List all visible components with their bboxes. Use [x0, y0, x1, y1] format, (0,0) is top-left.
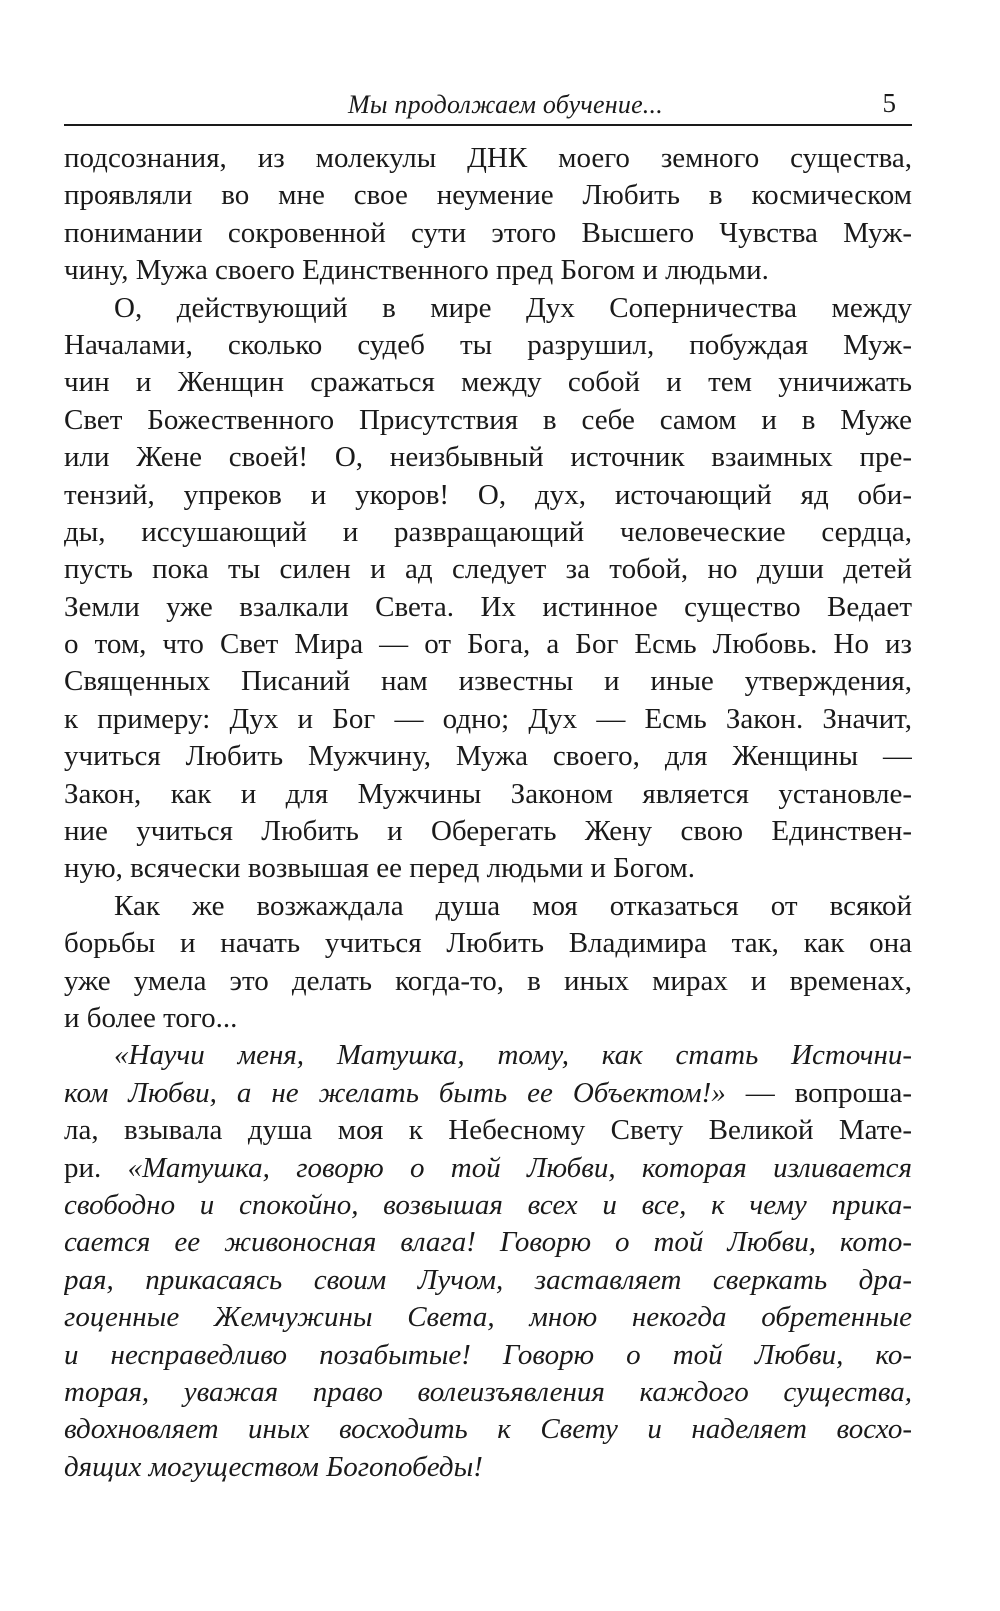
text-line: ды, иссушающий и развращающий человеческие сердца, — [64, 515, 912, 548]
quote-fragment: ком Любви, а не желать быть ее Объектом!» — [64, 1076, 726, 1109]
text-line: чину, Мужа своего Единственного пред Богом и людьми. — [64, 254, 769, 287]
text-line: проявляли во мне свое неумение Любить в космическом — [64, 179, 912, 212]
running-title: Мы продолжаем обучение... — [348, 90, 663, 119]
text-line: уже умела это делать когда-то, в иных мирах и временах, — [64, 964, 912, 997]
text-line: борьбы и начать учиться Любить Владимира так, как она — [64, 927, 912, 960]
text-line: Земли уже взалкали Света. Их истинное существо Ведает — [64, 590, 912, 623]
text-line: рая, прикасаясь своим Лучом, заставляет сверкать дра- — [64, 1263, 912, 1296]
text-line — [64, 1150, 912, 1187]
text-line: Закон, как и для Мужчины Законом является установле- — [64, 777, 912, 810]
text-fragment: — вопроша- — [745, 1076, 912, 1109]
text-line — [64, 1075, 912, 1112]
text-line: «Научи меня, Матушка, тому, как стать Источни- — [114, 1039, 912, 1072]
body-text — [64, 140, 912, 1486]
text-line: подсознания, из молекулы ДНК моего земного существа, — [64, 142, 912, 174]
text-line: дящих могуществом Богопобеды! — [64, 1450, 483, 1483]
text-line: ла, взывала душа моя к Небесному Свету Великой Мате- — [64, 1114, 912, 1147]
text-line: и более того... — [64, 1001, 238, 1034]
text-line: Как же возжаждала душа моя отказаться от всякой — [114, 889, 912, 922]
text-line: к примеру: Дух и Бог — одно; Дух — Есмь Закон. Значит, — [64, 702, 912, 735]
text-line: и несправедливо позабытые! Говорю о той Любви, ко- — [64, 1338, 912, 1371]
page-number: 5 — [882, 88, 896, 118]
text-line: ние учиться Любить и Оберегать Жену свою Единствен- — [64, 815, 912, 848]
text-line: торая, уважая право волеизъявления каждого существа, — [64, 1375, 912, 1408]
quote-fragment: «Матушка, говорю о той Любви, которая изливается — [127, 1151, 912, 1184]
text-line: учиться Любить Мужчину, Мужа своего, для Женщины — — [64, 740, 912, 773]
header-rule — [64, 124, 912, 126]
text-line: или Жене своей! О, неизбывный источник взаимных пре- — [64, 441, 912, 474]
text-line: ную, всячески возвышая ее перед людьми и Богом. — [64, 852, 696, 885]
text-line: гоценные Жемчужины Света, мною некогда обретенные — [64, 1301, 912, 1334]
text-line: свободно и спокойно, возвышая всех и все, к чему прика- — [64, 1188, 912, 1221]
text-fragment: ри. — [64, 1151, 102, 1184]
text-line: Священных Писаний нам известны и иные утверждения, — [64, 665, 912, 698]
text-line: Началами, сколько судеб ты разрушил, побуждая Муж- — [64, 328, 912, 361]
text-line: вдохновляет иных восходить к Свету и наделяет восхо- — [64, 1413, 912, 1446]
text-line: о том, что Свет Мира — от Бога, а Бог Есмь Любовь. Но из — [64, 628, 912, 661]
text-line: Свет Божественного Присутствия в себе самом и в Муже — [64, 403, 912, 436]
text-line: тензий, упреков и укоров! О, дух, источающий яд оби- — [64, 478, 912, 511]
text-line: сается ее живоносная влага! Говорю о той Любви, кото- — [64, 1226, 912, 1259]
text-line: пусть пока ты силен и ад следует за тобой, но души детей — [64, 553, 912, 586]
running-header — [64, 86, 912, 122]
text-line: понимании сокровенной сути этого Высшего Чувства Муж- — [64, 216, 912, 249]
text-line: О, действующий в мире Дух Соперничества между — [114, 291, 912, 324]
text-line: чин и Женщин сражаться между собой и тем уничижать — [64, 366, 912, 399]
